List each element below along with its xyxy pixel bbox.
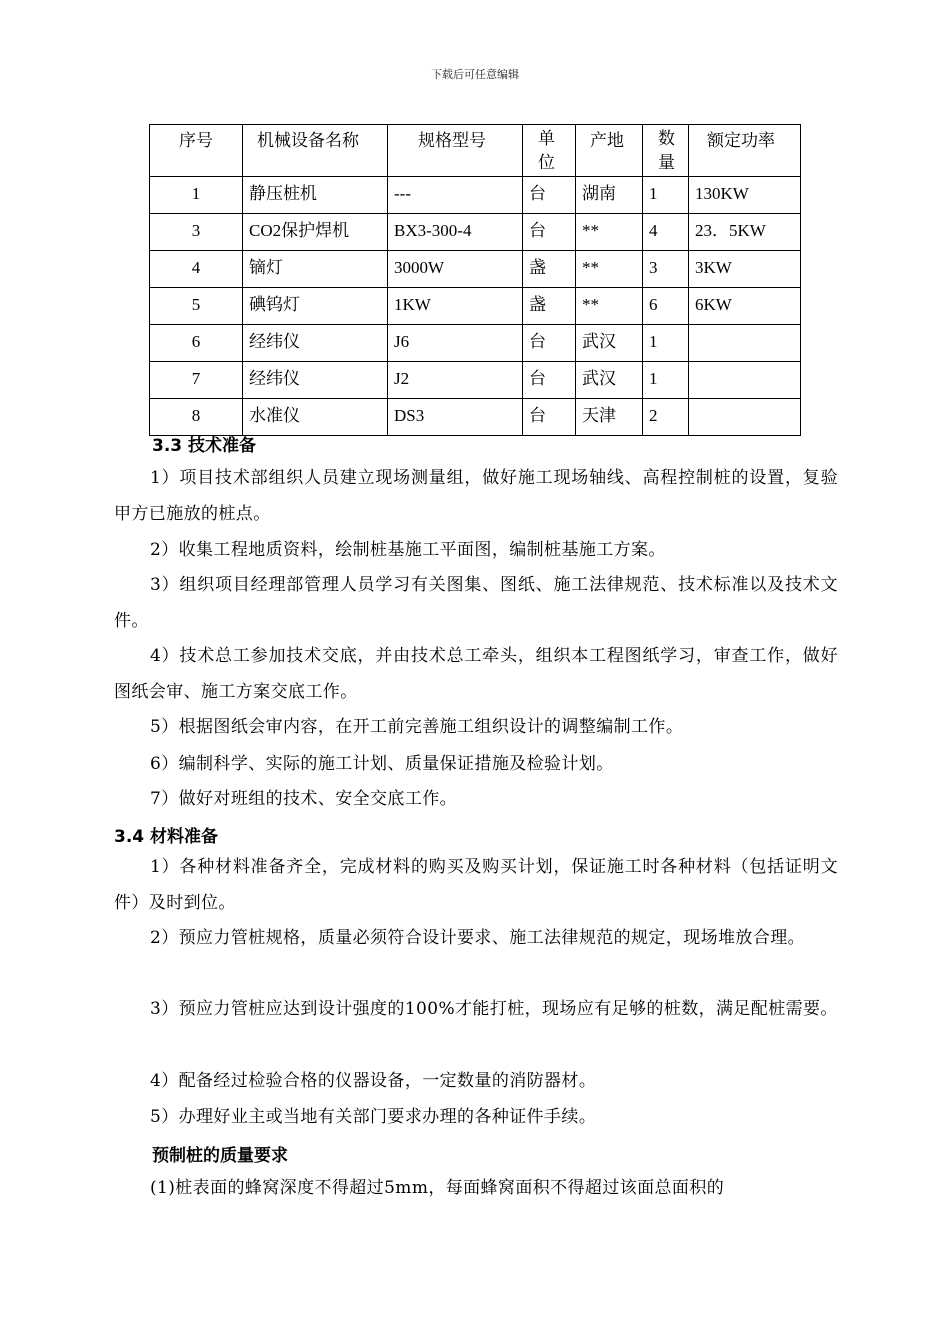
table-cell: 台: [523, 214, 576, 251]
table-cell: 4: [150, 251, 243, 288]
table-row: [150, 399, 801, 436]
table-row: [150, 288, 801, 325]
header-cell: 机械设备名称: [243, 125, 388, 177]
table-cell: 台: [523, 362, 576, 399]
table-cell: [689, 325, 801, 362]
header-cell-text: 数量: [658, 129, 675, 169]
section-title: 3.3 技术准备: [152, 436, 257, 456]
paragraph: [114, 781, 838, 817]
table-cell: 130KW: [689, 177, 801, 214]
table-cell: **: [576, 251, 643, 288]
header-cell: 额定功率: [689, 125, 801, 177]
table-header-row: [150, 125, 801, 177]
table-cell: 2: [643, 399, 689, 436]
paragraph-text: 1）项目技术部组织人员建立现场测量组，做好施工现场轴线、高程控制桩的设置，复验甲方已施放的桩点。: [114, 468, 838, 524]
table-cell: 1: [643, 325, 689, 362]
table-cell: 1: [643, 177, 689, 214]
table-cell: CO2保护焊机: [243, 214, 388, 251]
paragraph-text: 7）做好对班组的技术、安全交底工作。: [150, 789, 458, 809]
table-cell: 台: [523, 399, 576, 436]
table-cell: 6: [643, 288, 689, 325]
table-cell: 1KW: [388, 288, 523, 325]
table-cell: 武汉: [576, 362, 643, 399]
table-row: [150, 362, 801, 399]
table-cell: 4: [643, 214, 689, 251]
page-header: 下载后可任意编辑: [431, 68, 519, 81]
table-cell: 5: [150, 288, 243, 325]
paragraph: [114, 532, 838, 568]
header-cell: 规格型号: [388, 125, 523, 177]
table-cell: 6: [150, 325, 243, 362]
paragraph: [114, 1170, 838, 1206]
paragraph: [114, 746, 838, 782]
paragraph-text: 4）配备经过检验合格的仪器设备，一定数量的消防器材。: [150, 1071, 597, 1091]
table-cell: 台: [523, 177, 576, 214]
table-cell: 经纬仪: [243, 325, 388, 362]
table-cell: 湖南: [576, 177, 643, 214]
table-row: [150, 177, 801, 214]
header-cell: [643, 125, 689, 177]
header-cell-text: 单位: [538, 129, 555, 169]
table-cell: DS3: [388, 399, 523, 436]
table-cell: J6: [388, 325, 523, 362]
table-cell: [689, 399, 801, 436]
table-cell: 静压桩机: [243, 177, 388, 214]
table-cell: ---: [388, 177, 523, 214]
table-cell: BX3-300-4: [388, 214, 523, 251]
equipment-table: [149, 124, 801, 436]
paragraph: [114, 1099, 838, 1135]
subsection-title: 预制桩的质量要求: [152, 1146, 288, 1166]
table-cell: 经纬仪: [243, 362, 388, 399]
paragraph: [114, 849, 838, 921]
table-cell: 6KW: [689, 288, 801, 325]
paragraph: [114, 567, 838, 639]
table-row: [150, 251, 801, 288]
paragraph-text: (1)桩表面的蜂窝深度不得超过5mm，每面蜂窝面积不得超过该面总面积的: [150, 1178, 725, 1198]
table-cell: 23．5KW: [689, 214, 801, 251]
paragraph: [114, 709, 838, 745]
header-cell: [523, 125, 576, 177]
paragraph-text: 4）技术总工参加技术交底，并由技术总工牵头，组织本工程图纸学习，审查工作，做好图纸会审、施工方案交底工作。: [114, 646, 838, 702]
table-row: [150, 325, 801, 362]
paragraph-text: 3）组织项目经理部管理人员学习有关图集、图纸、施工法律规范、技术标准以及技术文件。: [114, 575, 838, 631]
table-cell: 镝灯: [243, 251, 388, 288]
table-cell: J2: [388, 362, 523, 399]
paragraph: [114, 1063, 838, 1099]
paragraph-text: 3）预应力管桩应达到设计强度的100%才能打桩，现场应有足够的桩数，满足配桩需要。: [150, 999, 838, 1019]
table-cell: 武汉: [576, 325, 643, 362]
table-cell: 1: [643, 362, 689, 399]
table-cell: **: [576, 288, 643, 325]
table-row: [150, 214, 801, 251]
paragraph-text: 1）各种材料准备齐全，完成材料的购买及购买计划，保证施工时各种材料（包括证明文件）及时到位。: [114, 857, 838, 913]
table-cell: 3000W: [388, 251, 523, 288]
header-cell: 产地: [576, 125, 643, 177]
table-cell: 水准仪: [243, 399, 388, 436]
paragraph: [114, 991, 838, 1027]
table-cell: 碘钨灯: [243, 288, 388, 325]
header-cell: 序号: [150, 125, 243, 177]
table-cell: 3: [643, 251, 689, 288]
table-cell: 8: [150, 399, 243, 436]
table-cell: 台: [523, 325, 576, 362]
paragraph-text: 6）编制科学、实际的施工计划、质量保证措施及检验计划。: [150, 754, 614, 774]
paragraph: [114, 460, 838, 532]
table-cell: [689, 362, 801, 399]
table-cell: 3: [150, 214, 243, 251]
table-cell: 3KW: [689, 251, 801, 288]
paragraph: [114, 638, 838, 710]
paragraph-text: 2）预应力管桩规格，质量必须符合设计要求、施工法律规范的规定，现场堆放合理。: [150, 928, 806, 948]
section-title: 3.4 材料准备: [114, 827, 219, 847]
paragraph-text: 5）办理好业主或当地有关部门要求办理的各种证件手续。: [150, 1107, 597, 1127]
table-cell: 盏: [523, 288, 576, 325]
table-cell: 天津: [576, 399, 643, 436]
table-cell: **: [576, 214, 643, 251]
table-cell: 盏: [523, 251, 576, 288]
table-cell: 1: [150, 177, 243, 214]
paragraph-text: 2）收集工程地质资料，绘制桩基施工平面图，编制桩基施工方案。: [150, 540, 666, 560]
paragraph-text: 5）根据图纸会审内容，在开工前完善施工组织设计的调整编制工作。: [150, 717, 684, 737]
paragraph: [114, 920, 838, 956]
table-cell: 7: [150, 362, 243, 399]
